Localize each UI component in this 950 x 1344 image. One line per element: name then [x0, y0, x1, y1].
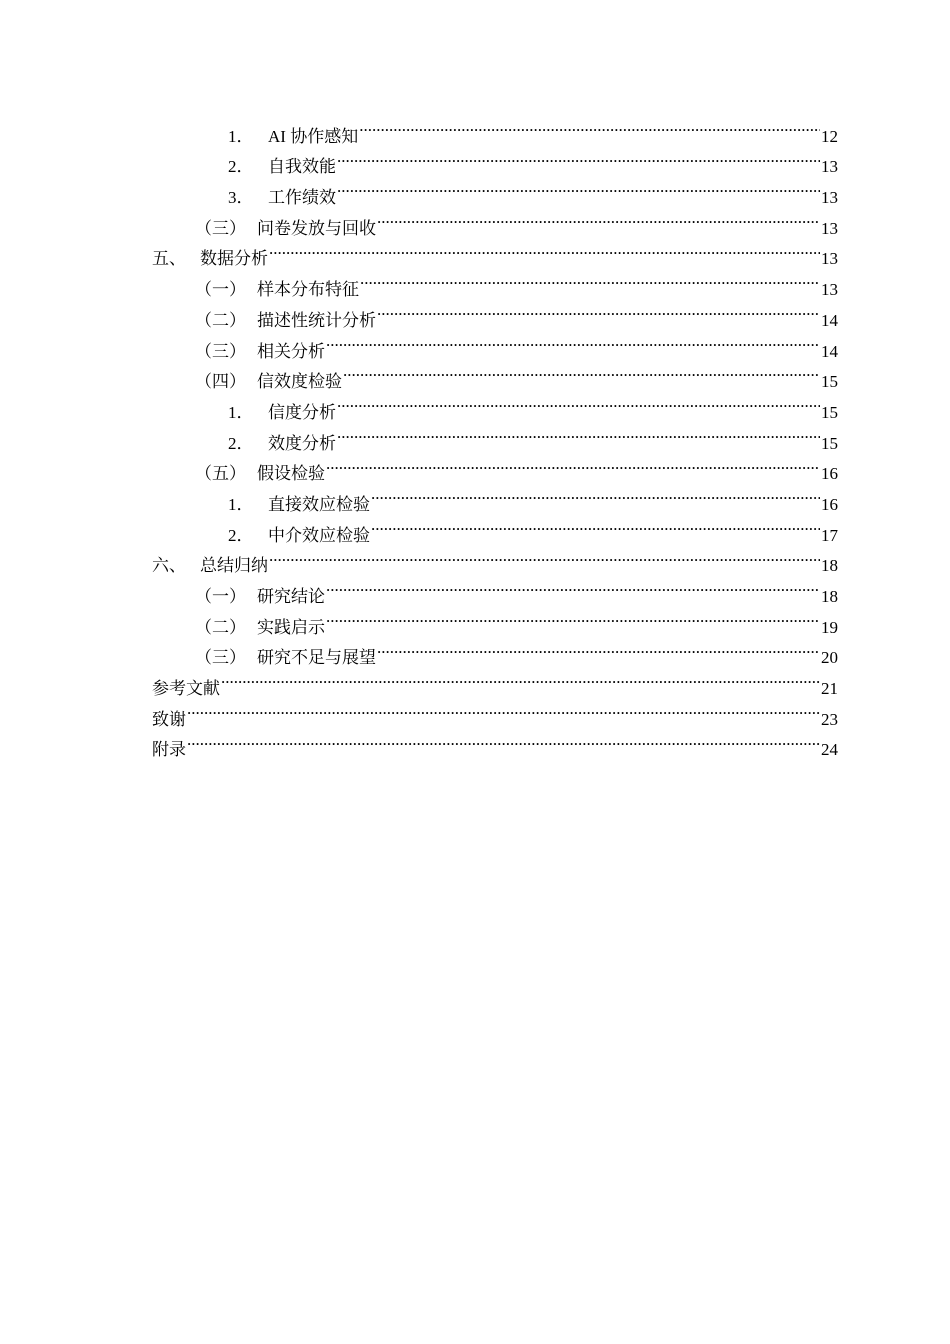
toc-entry-page: 13 [821, 157, 838, 177]
toc-entry-title: 工作绩效 [268, 188, 336, 208]
toc-entry-page: 16 [821, 464, 838, 484]
toc-entry[interactable] [152, 663, 838, 699]
toc-entry-title: 中介效应检验 [268, 525, 370, 545]
toc-dot-leader [360, 264, 820, 295]
toc-entry[interactable] [152, 111, 838, 146]
toc-entry-page: 19 [821, 617, 838, 637]
toc-dot-leader [187, 694, 820, 725]
toc-entry-title: 效度分析 [268, 433, 336, 453]
toc-dot-leader [377, 633, 820, 664]
toc-entry-title: 信效度检验 [257, 372, 342, 392]
toc-dot-leader [187, 725, 820, 756]
toc-entry[interactable] [152, 725, 838, 760]
toc-entry-number: 六、 [152, 556, 186, 576]
toc-dot-leader [269, 234, 820, 265]
toc-dot-leader [337, 172, 820, 203]
toc-entry-number: 2． [228, 157, 254, 177]
toc-entry-title: AI 协作感知 [268, 126, 359, 146]
toc-entry-page: 23 [821, 709, 838, 729]
toc-entry-title: 数据分析 [200, 249, 268, 269]
toc-dot-leader [326, 449, 820, 480]
toc-entry-number: （二） [195, 617, 246, 637]
toc-dot-leader [371, 510, 820, 541]
toc-dot-leader [377, 295, 820, 326]
toc-entry-number: （四） [195, 372, 246, 392]
toc-entry-title: 总结归纳 [200, 556, 268, 576]
toc-entry-title: 相关分析 [257, 341, 325, 361]
toc-entry-page: 13 [821, 280, 838, 300]
toc-entry-title: 样本分布特征 [257, 280, 359, 300]
toc-entry-number: （三） [195, 218, 246, 238]
toc-entry-page: 16 [821, 494, 838, 514]
toc-dot-leader [371, 479, 820, 510]
table-of-contents [152, 111, 838, 760]
toc-entry-title: 参考文献 [152, 679, 220, 699]
toc-dot-leader [343, 357, 820, 388]
toc-entry-number: （三） [195, 648, 246, 668]
toc-entry-title: 假设检验 [257, 464, 325, 484]
toc-entry-number: （一） [195, 280, 246, 300]
toc-dot-leader [377, 203, 820, 234]
toc-entry-number: 3． [228, 188, 254, 208]
toc-entry-number: （二） [195, 310, 246, 330]
toc-entry-page: 13 [821, 249, 838, 269]
toc-dot-leader [326, 602, 820, 633]
toc-dot-leader [326, 571, 820, 602]
toc-dot-leader [337, 387, 820, 418]
toc-entry-title: 致谢 [152, 709, 186, 729]
toc-dot-leader [326, 326, 820, 357]
toc-entry-page: 20 [821, 648, 838, 668]
toc-entry-number: 1． [228, 126, 254, 146]
toc-entry-page: 14 [821, 310, 838, 330]
toc-entry-number: （一） [195, 587, 246, 606]
toc-entry-page: 17 [821, 525, 838, 545]
toc-entry-page: 15 [821, 372, 838, 392]
toc-entry-title: 问卷发放与回收 [257, 218, 376, 238]
toc-entry-page: 18 [821, 587, 838, 606]
toc-entry-number: 1． [228, 494, 254, 514]
toc-entry-title: 实践启示 [257, 617, 325, 637]
toc-entry-number: 2． [228, 433, 254, 453]
toc-entry-number: （五） [195, 464, 246, 484]
toc-entry-page: 24 [821, 740, 838, 760]
toc-entry-page: 13 [821, 188, 838, 208]
toc-dot-leader [337, 418, 820, 449]
toc-entry-number: 五、 [152, 249, 186, 269]
toc-entry-title: 研究不足与展望 [257, 648, 376, 668]
toc-entry-title: 自我效能 [268, 157, 336, 177]
toc-entry-page: 15 [821, 433, 838, 453]
toc-dot-leader [337, 142, 820, 173]
toc-entry-number: 1． [228, 402, 254, 422]
toc-dot-leader [359, 111, 820, 142]
toc-entry[interactable] [152, 694, 838, 729]
toc-entry-number: 2． [228, 525, 254, 545]
toc-entry-page: 21 [821, 679, 838, 699]
toc-entry-title: 描述性统计分析 [257, 310, 376, 330]
toc-entry-page: 14 [821, 341, 838, 361]
toc-entry-page: 15 [821, 402, 838, 422]
toc-entry-page: 13 [821, 218, 838, 238]
toc-entry-title: 附录 [152, 740, 186, 760]
toc-entry-page: 18 [821, 556, 838, 576]
toc-entry-title: 直接效应检验 [268, 494, 370, 514]
toc-entry-title: 研究结论 [257, 587, 325, 606]
toc-dot-leader [269, 541, 820, 572]
toc-dot-leader [221, 663, 820, 694]
toc-entry-page: 12 [821, 126, 838, 146]
toc-entry-title: 信度分析 [268, 402, 336, 422]
toc-entry-number: （三） [195, 341, 246, 361]
